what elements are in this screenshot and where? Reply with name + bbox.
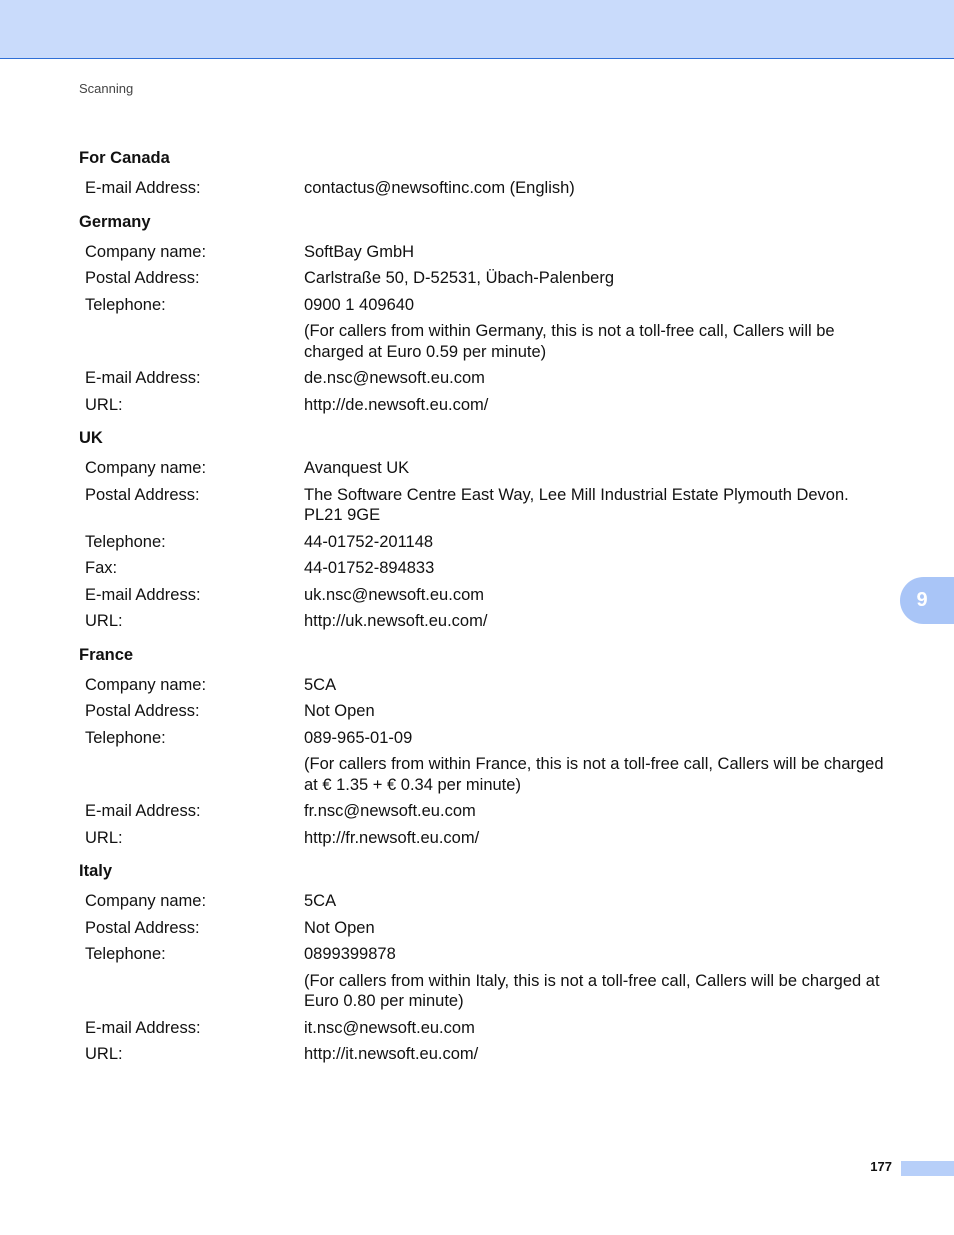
contact-row — [79, 321, 899, 362]
contact-row — [79, 971, 899, 1012]
section-title: For Canada — [79, 149, 170, 167]
row-value: http://uk.newsoft.eu.com/ — [304, 612, 488, 630]
row-value: de.nsc@newsoft.eu.com — [304, 369, 485, 387]
row-value: 5CA — [304, 675, 337, 694]
row-value: (For callers from within Germany, this is not a toll-free call, Callers will be charged at Euro 0.59 per minute) — [304, 322, 835, 361]
footer-bar — [901, 1161, 954, 1176]
row-value: 0900 1 409640 — [304, 295, 415, 314]
section-title: UK — [79, 429, 103, 447]
contact-row — [79, 558, 899, 579]
row-label: Telephone: — [85, 945, 166, 963]
contact-row — [79, 801, 899, 822]
row-value: http://it.newsoft.eu.com/ — [304, 1045, 479, 1063]
contact-row — [79, 701, 899, 722]
row-label: Telephone: — [85, 295, 166, 314]
row-value: (For callers from within France, this is not a toll-free call, Callers will be charged at € 1.35 + € 0.34 per minute) — [304, 755, 884, 794]
row-label: Postal Address: — [85, 918, 200, 937]
row-label: E-mail Address: — [85, 802, 201, 820]
section-france — [79, 643, 899, 849]
row-value: 44-01752-201148 — [304, 532, 434, 551]
row-label — [79, 321, 304, 362]
row-label: Company name: — [85, 892, 207, 910]
row-value: The Software Centre East Way, Lee Mill Industrial Estate Plymouth Devon. PL21 9GE — [304, 485, 849, 524]
contact-row — [79, 295, 899, 316]
row-value: 5CA — [304, 892, 337, 910]
section-canada — [79, 146, 899, 199]
row-value: Not Open — [304, 702, 375, 720]
row-label — [79, 971, 304, 1012]
row-value: fr.nsc@newsoft.eu.com — [304, 802, 476, 820]
row-label: Telephone: — [85, 532, 166, 551]
section-title: Italy — [79, 862, 113, 880]
chapter-tab: 9 — [900, 577, 954, 624]
row-label: Postal Address: — [85, 269, 200, 287]
row-value: it.nsc@newsoft.eu.com — [304, 1018, 475, 1037]
running-head: Scanning — [79, 81, 134, 96]
header-band — [0, 0, 954, 59]
page-number: 177 — [870, 1159, 892, 1174]
row-value: (For callers from within Italy, this is not a toll-free call, Callers will be charged at Euro 0.80 per minute) — [304, 971, 880, 1010]
section-italy — [79, 859, 899, 1065]
contact-row — [79, 485, 899, 526]
row-value: http://fr.newsoft.eu.com/ — [304, 828, 480, 847]
contact-row — [79, 395, 899, 416]
row-label: URL: — [85, 1045, 123, 1063]
row-label: URL: — [85, 612, 123, 630]
row-label: Company name: — [85, 242, 207, 261]
contact-row — [79, 675, 899, 696]
row-label — [79, 754, 304, 795]
contact-row — [79, 585, 899, 606]
row-label: Company name: — [85, 459, 207, 477]
row-value: contactus@newsoftinc.com (English) — [304, 179, 575, 197]
contact-row — [79, 611, 899, 632]
row-value: uk.nsc@newsoft.eu.com — [304, 585, 484, 604]
section-germany — [79, 210, 899, 416]
row-label: Company name: — [85, 675, 207, 694]
row-value: Not Open — [304, 918, 375, 937]
section-title: France — [79, 645, 134, 664]
row-value: Avanquest UK — [304, 459, 410, 477]
row-value: Carlstraße 50, D-52531, Übach-Palenberg — [304, 269, 614, 287]
row-label: E-mail Address: — [85, 1018, 201, 1037]
contact-row — [79, 242, 899, 263]
contact-row — [79, 368, 899, 389]
row-value: http://de.newsoft.eu.com/ — [304, 395, 489, 414]
row-value: 0899399878 — [304, 945, 396, 963]
row-label: E-mail Address: — [85, 585, 201, 604]
row-label: URL: — [85, 395, 123, 414]
row-label: E-mail Address: — [85, 369, 201, 387]
row-label: Telephone: — [85, 728, 166, 747]
row-label: E-mail Address: — [85, 179, 201, 197]
row-label: URL: — [85, 828, 123, 847]
row-value: 089-965-01-09 — [304, 728, 413, 747]
row-label: Fax: — [85, 559, 118, 577]
contact-row — [79, 891, 899, 912]
contact-row — [79, 178, 899, 199]
row-value: SoftBay GmbH — [304, 242, 415, 261]
row-value: 44-01752-894833 — [304, 559, 435, 577]
contact-row — [79, 918, 899, 939]
contact-row — [79, 268, 899, 289]
row-label: Postal Address: — [85, 702, 200, 720]
contact-row — [79, 458, 899, 479]
contact-row — [79, 532, 899, 553]
contact-row — [79, 754, 899, 795]
section-title: Germany — [79, 212, 151, 231]
contact-row — [79, 944, 899, 965]
contact-row — [79, 728, 899, 749]
contact-row — [79, 828, 899, 849]
support-contacts — [79, 146, 899, 1076]
row-label: Postal Address: — [85, 485, 200, 504]
section-uk — [79, 426, 899, 632]
contact-row — [79, 1018, 899, 1039]
contact-row — [79, 1044, 899, 1065]
